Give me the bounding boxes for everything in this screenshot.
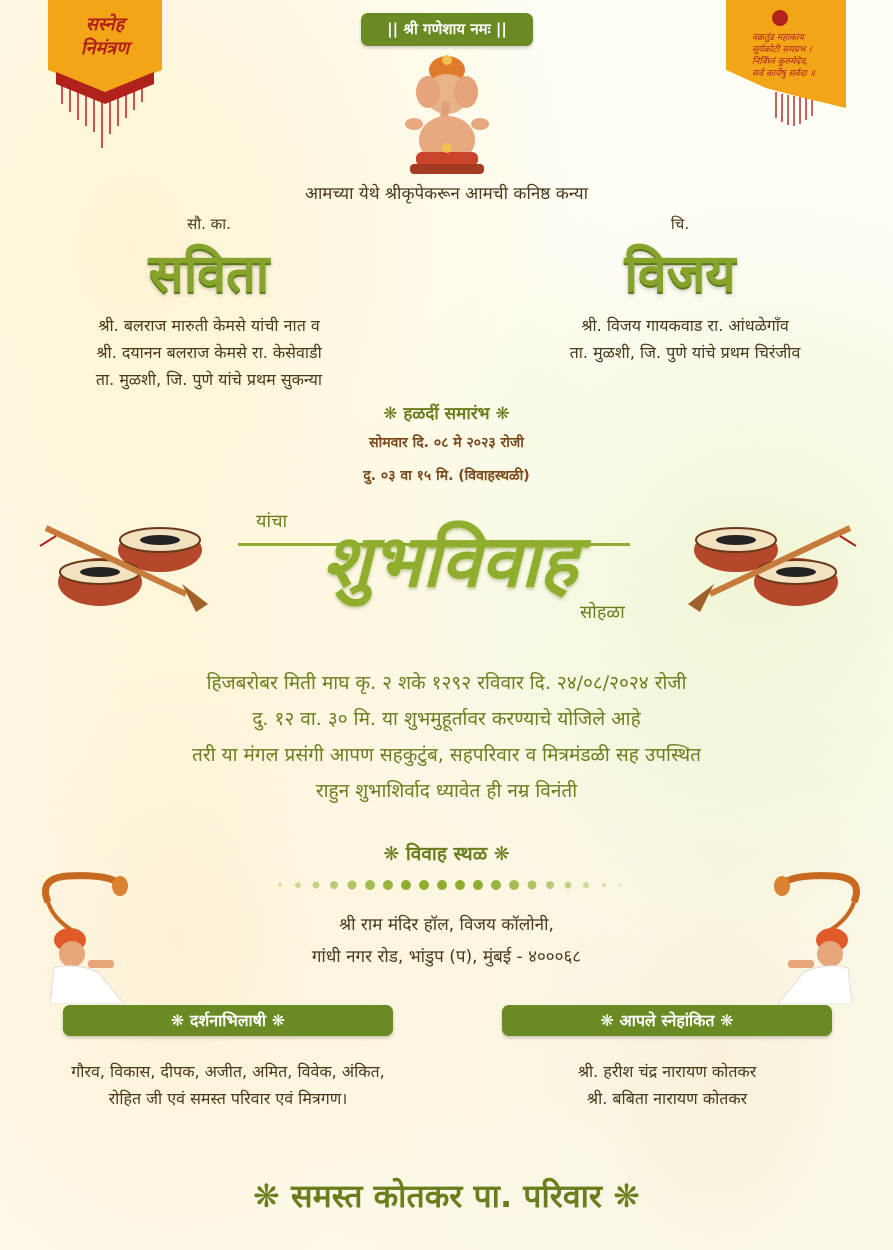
- right-drums-shehnai-icon: [684, 518, 860, 614]
- left-drums-shehnai-icon: [36, 518, 212, 614]
- left-logo-line2: निमंत्रण: [80, 38, 130, 59]
- groom-line1: श्री. विजय गायकवाड रा. आंधळेगाँव: [581, 316, 789, 335]
- footer-family-name: ❋ समस्त कोतकर पा. परिवार ❋: [253, 1177, 640, 1215]
- venue-title: ❋ विवाह स्थळ ❋: [383, 843, 510, 865]
- venue-dot-divider: [270, 878, 630, 892]
- haldi-title: ❋ हळदीं समारंभ ❋: [383, 404, 510, 424]
- wedding-title-main: शुभविवाह: [322, 519, 578, 603]
- groom-prefix: चि.: [670, 215, 690, 233]
- right-shloka-line2: सूर्यकोटी समप्रभ ।: [752, 45, 812, 55]
- right-shloka-line4: सर्व कार्येषु सर्वदा ॥: [752, 69, 815, 79]
- right-shloka-line1: वक्रतुंड महाकाय: [752, 33, 804, 43]
- snehankit-line2: श्री. बबिता नारायण कोतकर: [586, 1089, 748, 1108]
- bride-line1: श्री. बलराज मारुती केमसे यांची नात व: [98, 316, 320, 335]
- groom-line2: ता. मुळशी, जि. पुणे यांचे प्रथम चिरंजीव: [569, 343, 801, 362]
- venue-line2: गांधी नगर रोड, भांडुप (प), मुंबई - ४०००६८: [311, 947, 582, 967]
- bride-line2: श्री. दयानन बलराज केमसे रा. केसेवाडी: [96, 343, 322, 362]
- snehankit-title: ❋ आपले स्नेहांकित ❋: [502, 1005, 832, 1036]
- bride-prefix: सौ. का.: [187, 215, 231, 233]
- ganesha-idol-icon: [396, 52, 498, 176]
- right-shloka-line3: निर्विघ्नं कुरुमेदेव,: [752, 57, 808, 67]
- right-corner-banner: [726, 0, 846, 128]
- wedding-title-post: सोहळा: [580, 602, 625, 623]
- darshan-title: ❋ दर्शनाभिलाषी ❋: [63, 1005, 393, 1036]
- wedding-title-pre: यांचा: [256, 511, 288, 532]
- darshan-line2: रोहित जी एवं समस्त परिवार एवं मित्रगण।: [108, 1089, 348, 1108]
- haldi-date: सोमवार दि. ०८ मे २०२३ रोजी: [369, 435, 524, 451]
- haldi-time: दु. ०३ वा १५ मि. (विवाहस्थळी): [363, 468, 530, 484]
- muhurat-line1: हिजबरोबर मिती माघ कृ. २ शके १२९२ रविवार दि. २४/०८/२०२४ रोजी: [206, 672, 687, 694]
- left-logo-line1: सस्नेह: [85, 14, 125, 35]
- invocation-badge: || श्री गणेशाय नमः ||: [361, 13, 533, 46]
- darshan-line1: गौरव, विकास, दीपक, अजीत, अमित, विवेक, अंकित,: [71, 1062, 385, 1081]
- intro-line: आमच्या येथे श्रीकृपेकरून आमची कनिष्ठ कन्या: [304, 184, 589, 204]
- snehankit-line1: श्री. हरीश चंद्र नारायण कोतकर: [577, 1062, 757, 1081]
- left-corner-banner: [48, 0, 162, 150]
- right-tutari-player-icon: [768, 872, 874, 1004]
- groom-name: विजय: [624, 244, 736, 304]
- muhurat-line2: दु. १२ वा. ३० मि. या शुभमुहूर्तावर करण्याचे योजिले आहे: [252, 708, 641, 730]
- bride-line3: ता. मुळशी, जि. पुणे यांचे प्रथम सुकन्या: [95, 370, 323, 389]
- venue-line1: श्री राम मंदिर हॉल, विजय कॉलोनी,: [339, 915, 554, 935]
- left-tutari-player-icon: [28, 872, 134, 1004]
- muhurat-line3: तरी या मंगल प्रसंगी आपण सहकुटुंब, सहपरिवार व मित्रमंडळी सह उपस्थित: [192, 744, 701, 766]
- bride-name: सविता: [148, 244, 270, 304]
- muhurat-line4: राहुन शुभाशिर्वाद ध्यावेत ही नम्र विनंती: [315, 780, 578, 802]
